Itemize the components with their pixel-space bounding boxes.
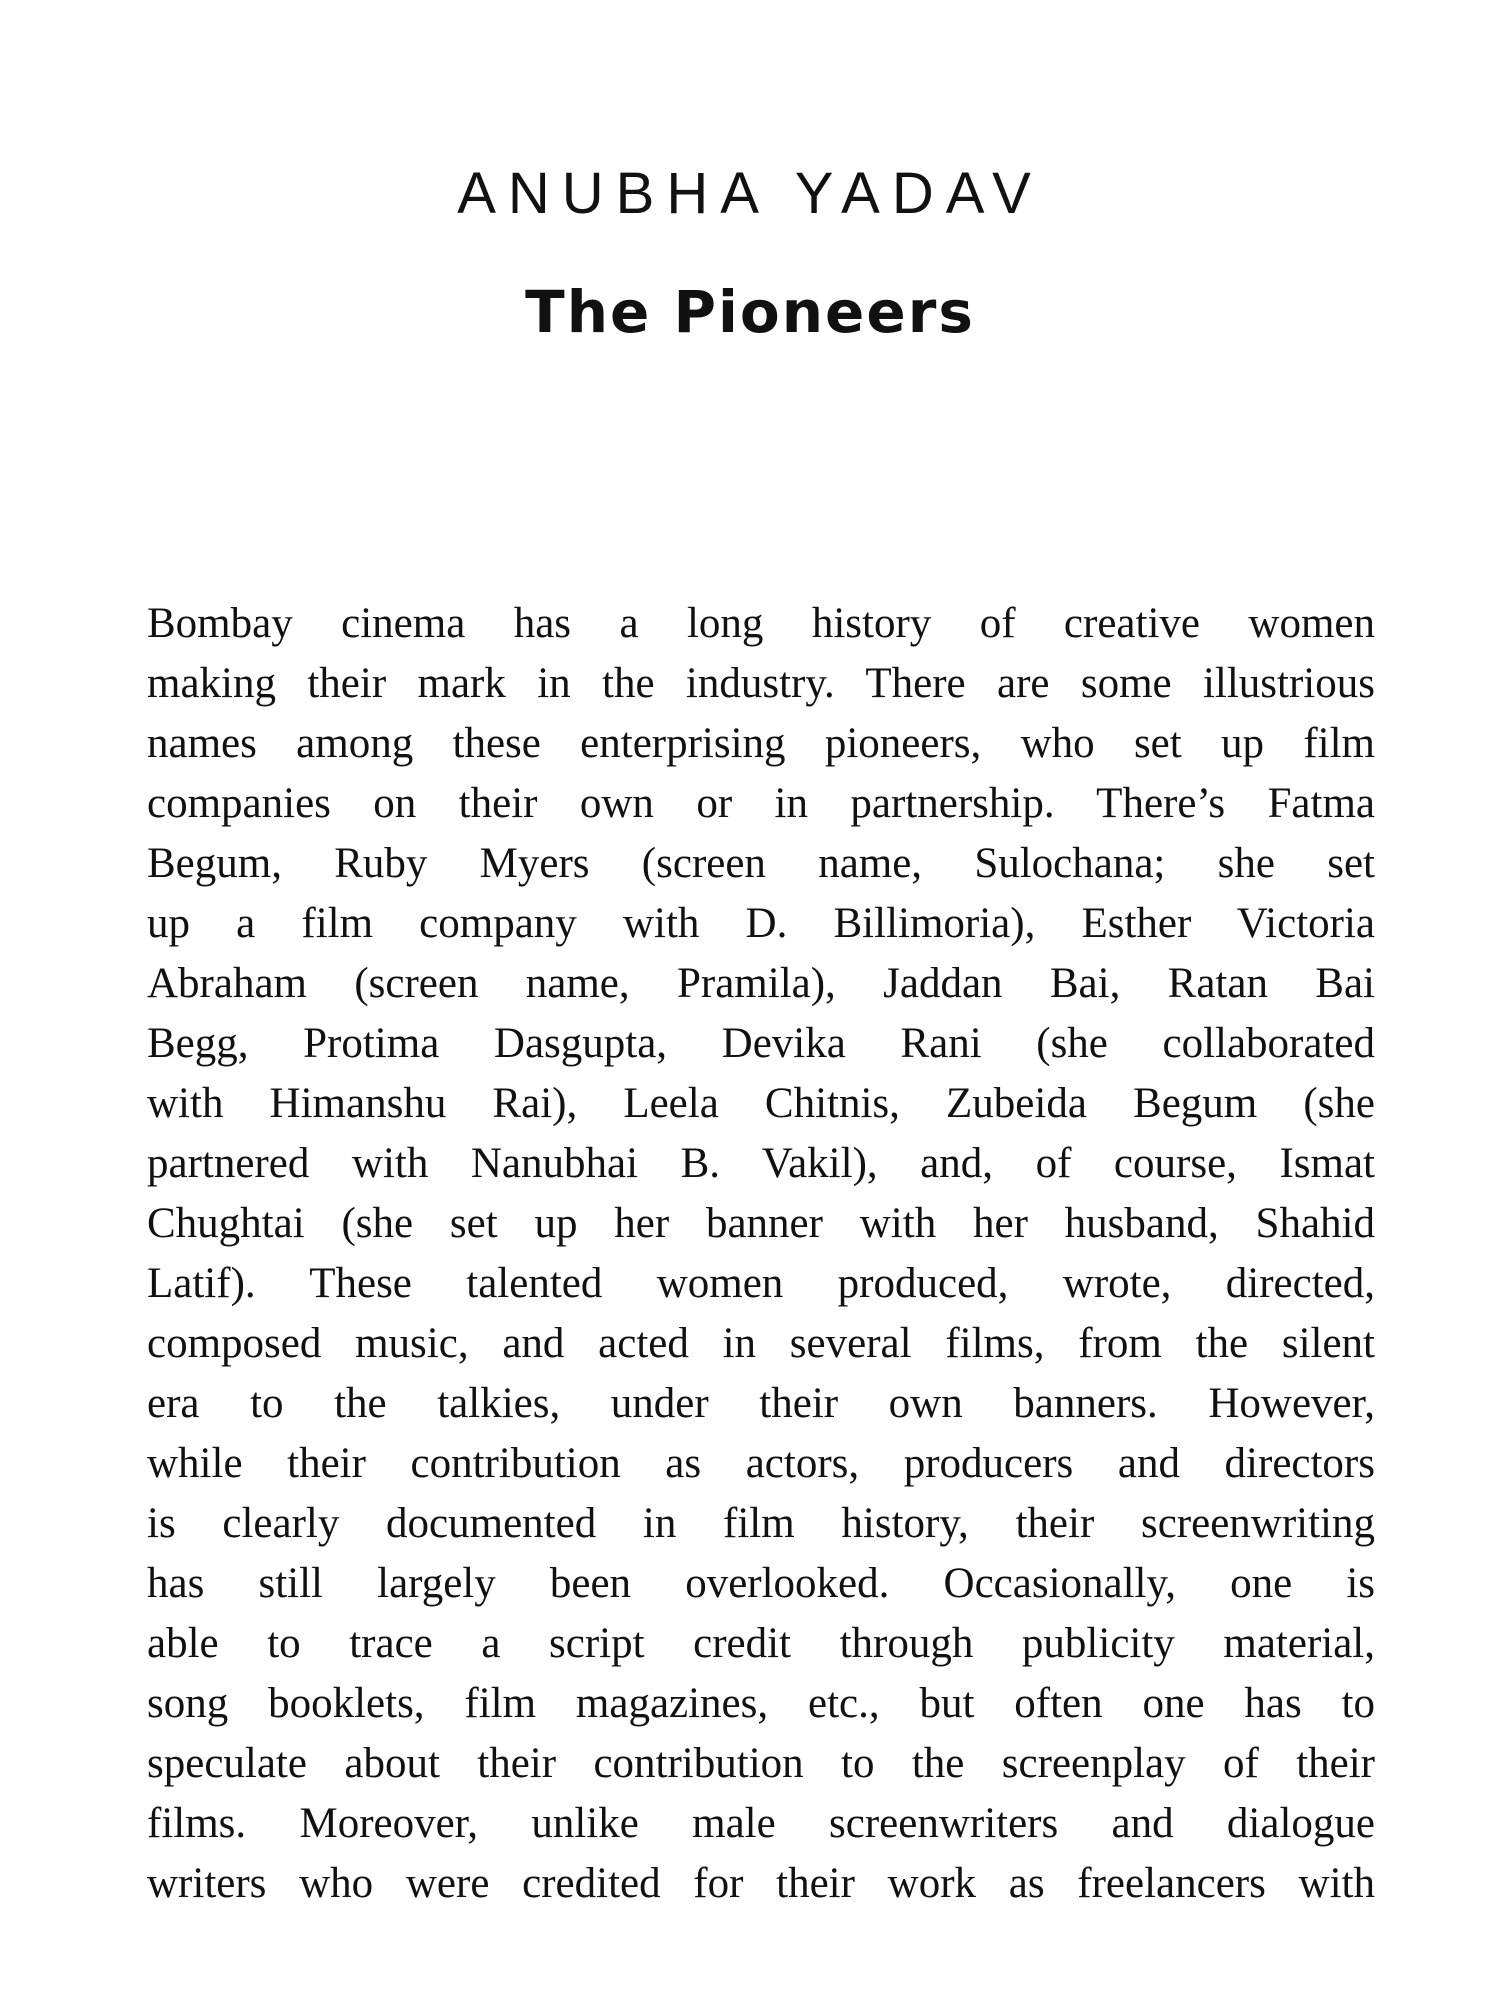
- text-line: speculate about their contribution to the screenplay of their: [147, 1740, 1375, 1787]
- text-line: writers who were credited for their work as freelancers with: [147, 1860, 1375, 1907]
- text-line: companies on their own or in partnership. There’s Fatma: [147, 780, 1375, 827]
- body-paragraph: [147, 594, 1375, 1914]
- text-line: names among these enterprising pioneers, who set up film: [147, 720, 1375, 767]
- chapter-title: The Pioneers: [525, 278, 975, 346]
- text-line: era to the talkies, under their own banners. However,: [147, 1380, 1375, 1427]
- text-line: while their contribution as actors, producers and directors: [147, 1440, 1375, 1487]
- text-line: making their mark in the industry. There are some illustrious: [147, 660, 1375, 707]
- text-line: Begum, Ruby Myers (screen name, Sulochana; she set: [147, 840, 1375, 887]
- text-line: Abraham (screen name, Pramila), Jaddan Bai, Ratan Bai: [147, 960, 1375, 1007]
- text-line: partnered with Nanubhai B. Vakil), and, of course, Ismat: [147, 1140, 1375, 1187]
- text-line: composed music, and acted in several films, from the silent: [147, 1320, 1375, 1367]
- text-line: able to trace a script credit through publicity material,: [147, 1620, 1375, 1667]
- text-line: Begg, Protima Dasgupta, Devika Rani (she collaborated: [147, 1020, 1375, 1067]
- text-line: Chughtai (she set up her banner with her husband, Shahid: [147, 1200, 1375, 1247]
- text-line: Latif). These talented women produced, wrote, directed,: [147, 1260, 1375, 1307]
- text-line: has still largely been overlooked. Occasionally, one is: [147, 1560, 1375, 1607]
- author-name: ANUBHA YADAV: [457, 161, 1043, 226]
- text-line: Bombay cinema has a long history of creative women: [147, 600, 1375, 647]
- text-line: is clearly documented in film history, their screenwriting: [147, 1500, 1375, 1547]
- text-line: song booklets, film magazines, etc., but often one has to: [147, 1680, 1375, 1727]
- text-line: up a film company with D. Billimoria), Esther Victoria: [147, 900, 1375, 947]
- text-line: with Himanshu Rai), Leela Chitnis, Zubeida Begum (she: [147, 1080, 1375, 1127]
- text-line: films. Moreover, unlike male screenwriters and dialogue: [147, 1800, 1375, 1847]
